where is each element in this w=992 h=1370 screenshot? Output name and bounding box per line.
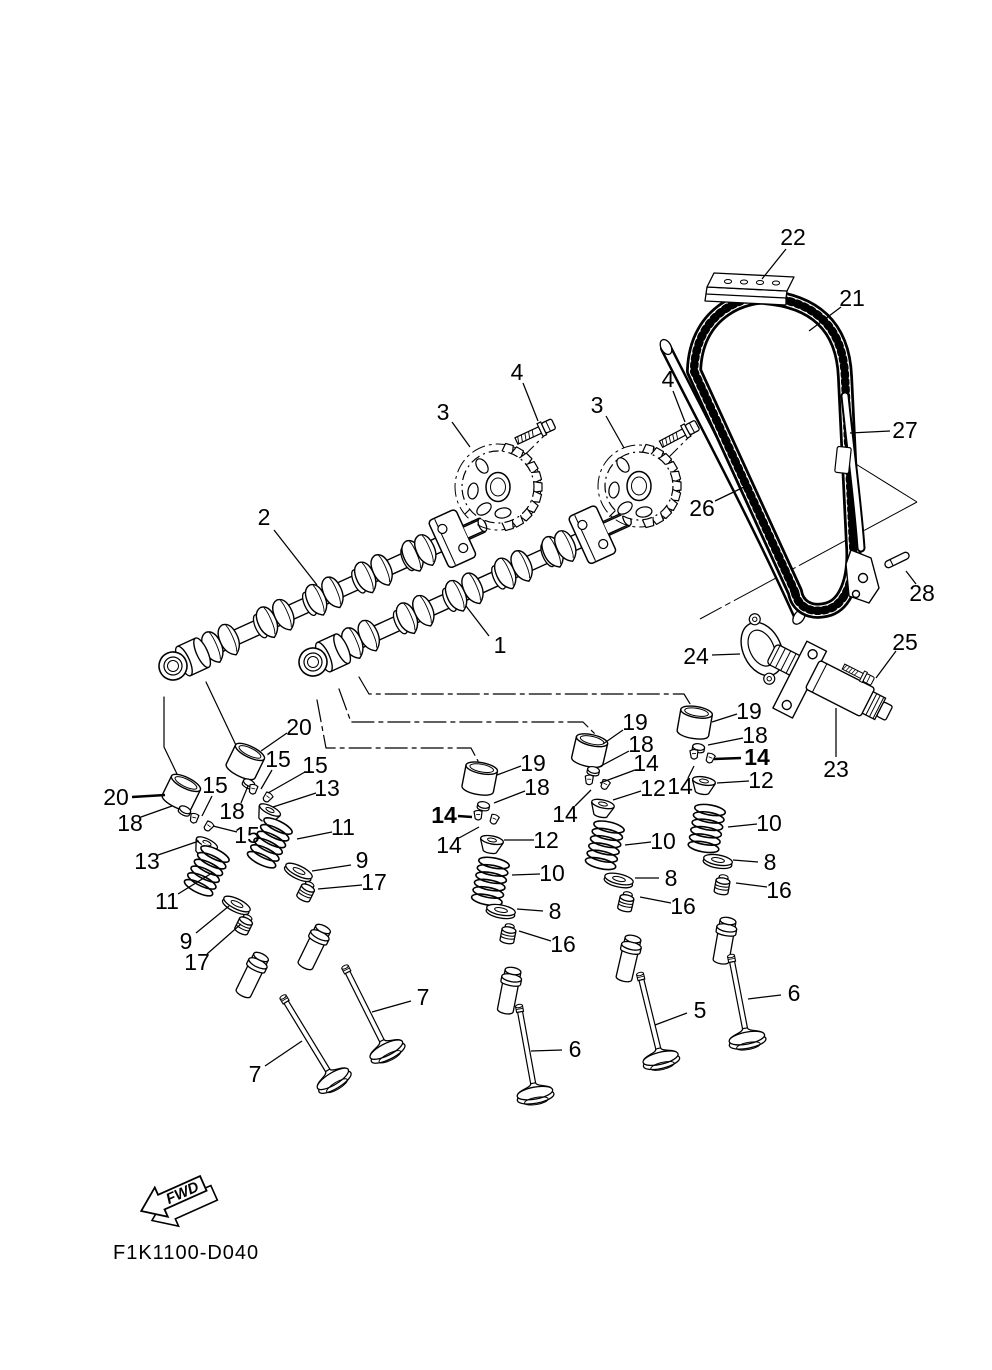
diagram-code-label: F1K1100-D040 (113, 1242, 260, 1264)
callout-leader-13 (158, 841, 199, 855)
callout-leader-15 (261, 770, 272, 789)
callout-14: 14 (744, 744, 770, 770)
callout-leader-5 (655, 1013, 687, 1025)
callout-3: 3 (436, 399, 450, 425)
callout-leader-14 (714, 758, 741, 759)
callout-leader-16 (519, 931, 551, 941)
callout-leader-7 (372, 1001, 411, 1012)
callout-leader-12 (613, 791, 641, 800)
callout-6: 6 (568, 1036, 582, 1062)
callout-leader-6 (531, 1050, 562, 1051)
callout-4: 4 (510, 359, 524, 385)
callout-17: 17 (184, 949, 210, 975)
callout-27: 27 (892, 417, 918, 443)
callout-25: 25 (892, 629, 918, 655)
callout-leader-12 (717, 781, 749, 783)
callout-13: 13 (314, 775, 340, 801)
callout-17: 17 (361, 869, 387, 895)
callout-14: 14 (667, 773, 693, 799)
callout-leader-17 (207, 924, 241, 954)
callout-11: 11 (331, 814, 355, 840)
callout-leader-20 (132, 795, 165, 797)
callout-leader-25 (876, 651, 896, 678)
callout-leader-27 (850, 431, 890, 433)
callout-14: 14 (436, 832, 462, 858)
callout-10: 10 (756, 810, 782, 836)
callout-22: 22 (780, 224, 806, 250)
callout-leader-24 (712, 654, 740, 655)
callout-leader-10 (512, 874, 540, 875)
callout-leader-1 (466, 606, 489, 636)
callout-15: 15 (202, 772, 228, 798)
callout-leader-8 (517, 909, 543, 911)
fwd-arrow-label: FWD (163, 1178, 202, 1208)
callout-18: 18 (219, 798, 245, 824)
callout-leader-14 (458, 816, 472, 817)
callout-12: 12 (748, 767, 774, 793)
callout-15: 15 (265, 746, 291, 772)
callout-leader-10 (625, 842, 651, 845)
callout-18: 18 (117, 810, 143, 836)
callout-3: 3 (590, 392, 604, 418)
callout-20: 20 (103, 784, 129, 810)
callout-23: 23 (823, 756, 849, 782)
callout-14: 14 (552, 801, 578, 827)
callout-26: 26 (689, 495, 715, 521)
callout-9: 9 (355, 847, 369, 873)
callout-leader-16 (640, 897, 671, 903)
callout-leader-15 (202, 796, 212, 816)
fwd-arrow (135, 1166, 221, 1237)
callout-leader-9 (196, 906, 229, 933)
callout-20: 20 (286, 714, 312, 740)
callout-12: 12 (533, 827, 559, 853)
callout-10: 10 (539, 860, 565, 886)
callout-8: 8 (763, 849, 777, 875)
callout-16: 16 (550, 931, 576, 957)
callout-leader-3 (606, 416, 624, 448)
callout-8: 8 (664, 865, 678, 891)
chain-damper (705, 273, 794, 305)
sprocket-bolt-left (513, 417, 556, 447)
callout-18: 18 (524, 774, 550, 800)
callout-7: 7 (416, 984, 430, 1010)
callout-15: 15 (234, 822, 260, 848)
callout-1: 1 (493, 632, 507, 658)
callout-leader-15 (268, 772, 305, 793)
callout-8: 8 (548, 898, 562, 924)
callout-leader-17 (318, 885, 362, 889)
callout-2: 2 (257, 504, 271, 530)
callout-leader-4 (523, 383, 538, 421)
callout-12: 12 (640, 775, 666, 801)
callout-9: 9 (179, 928, 193, 954)
diagram-artwork (149, 273, 917, 1108)
callout-18: 18 (628, 731, 654, 757)
callout-leader-8 (733, 860, 758, 862)
callout-5: 5 (693, 997, 707, 1023)
cam-sprocket-right (598, 444, 681, 528)
callout-leader-18 (141, 806, 172, 817)
callout-leader-18 (494, 791, 525, 803)
callout-14: 14 (431, 802, 457, 828)
callout-13: 13 (134, 848, 160, 874)
callout-15: 15 (302, 752, 328, 778)
callout-leader-6 (748, 995, 781, 999)
callout-16: 16 (766, 877, 792, 903)
callout-14: 14 (633, 750, 659, 776)
guide-clip (835, 446, 852, 473)
callout-leader-19 (497, 766, 521, 775)
callout-16: 16 (670, 893, 696, 919)
callout-6: 6 (787, 980, 801, 1006)
callout-19: 19 (520, 750, 546, 776)
callout-28: 28 (909, 580, 935, 606)
callout-leader-7 (265, 1041, 302, 1066)
callout-leader-9 (312, 865, 351, 871)
callout-19: 19 (622, 709, 648, 735)
callout-24: 24 (683, 643, 709, 669)
callout-leader-10 (728, 824, 757, 827)
callout-leader-22 (762, 249, 786, 279)
callout-18: 18 (742, 722, 768, 748)
callout-leader-19 (603, 730, 623, 744)
sprocket-bolt-right (658, 419, 701, 451)
callout-7: 7 (248, 1061, 262, 1087)
callout-leader-2 (274, 530, 317, 585)
callout-leader-13 (273, 793, 316, 807)
callout-leader-11 (297, 832, 332, 839)
callout-19: 19 (736, 698, 762, 724)
callout-11: 11 (155, 888, 179, 914)
callout-leader-16 (736, 883, 767, 887)
callout-leader-19 (712, 714, 737, 722)
valve-stack-intake-left (461, 760, 555, 1108)
callout-leader-18 (708, 738, 743, 745)
callout-leader-4 (673, 391, 685, 422)
callout-4: 4 (661, 366, 675, 392)
callout-10: 10 (650, 828, 676, 854)
callout-leader-3 (452, 422, 470, 447)
callout-leader-14 (600, 770, 635, 783)
callout-leader-14 (459, 827, 479, 838)
guide-pin (884, 551, 910, 569)
callout-21: 21 (839, 285, 865, 311)
cam-sprocket-left (455, 443, 542, 531)
